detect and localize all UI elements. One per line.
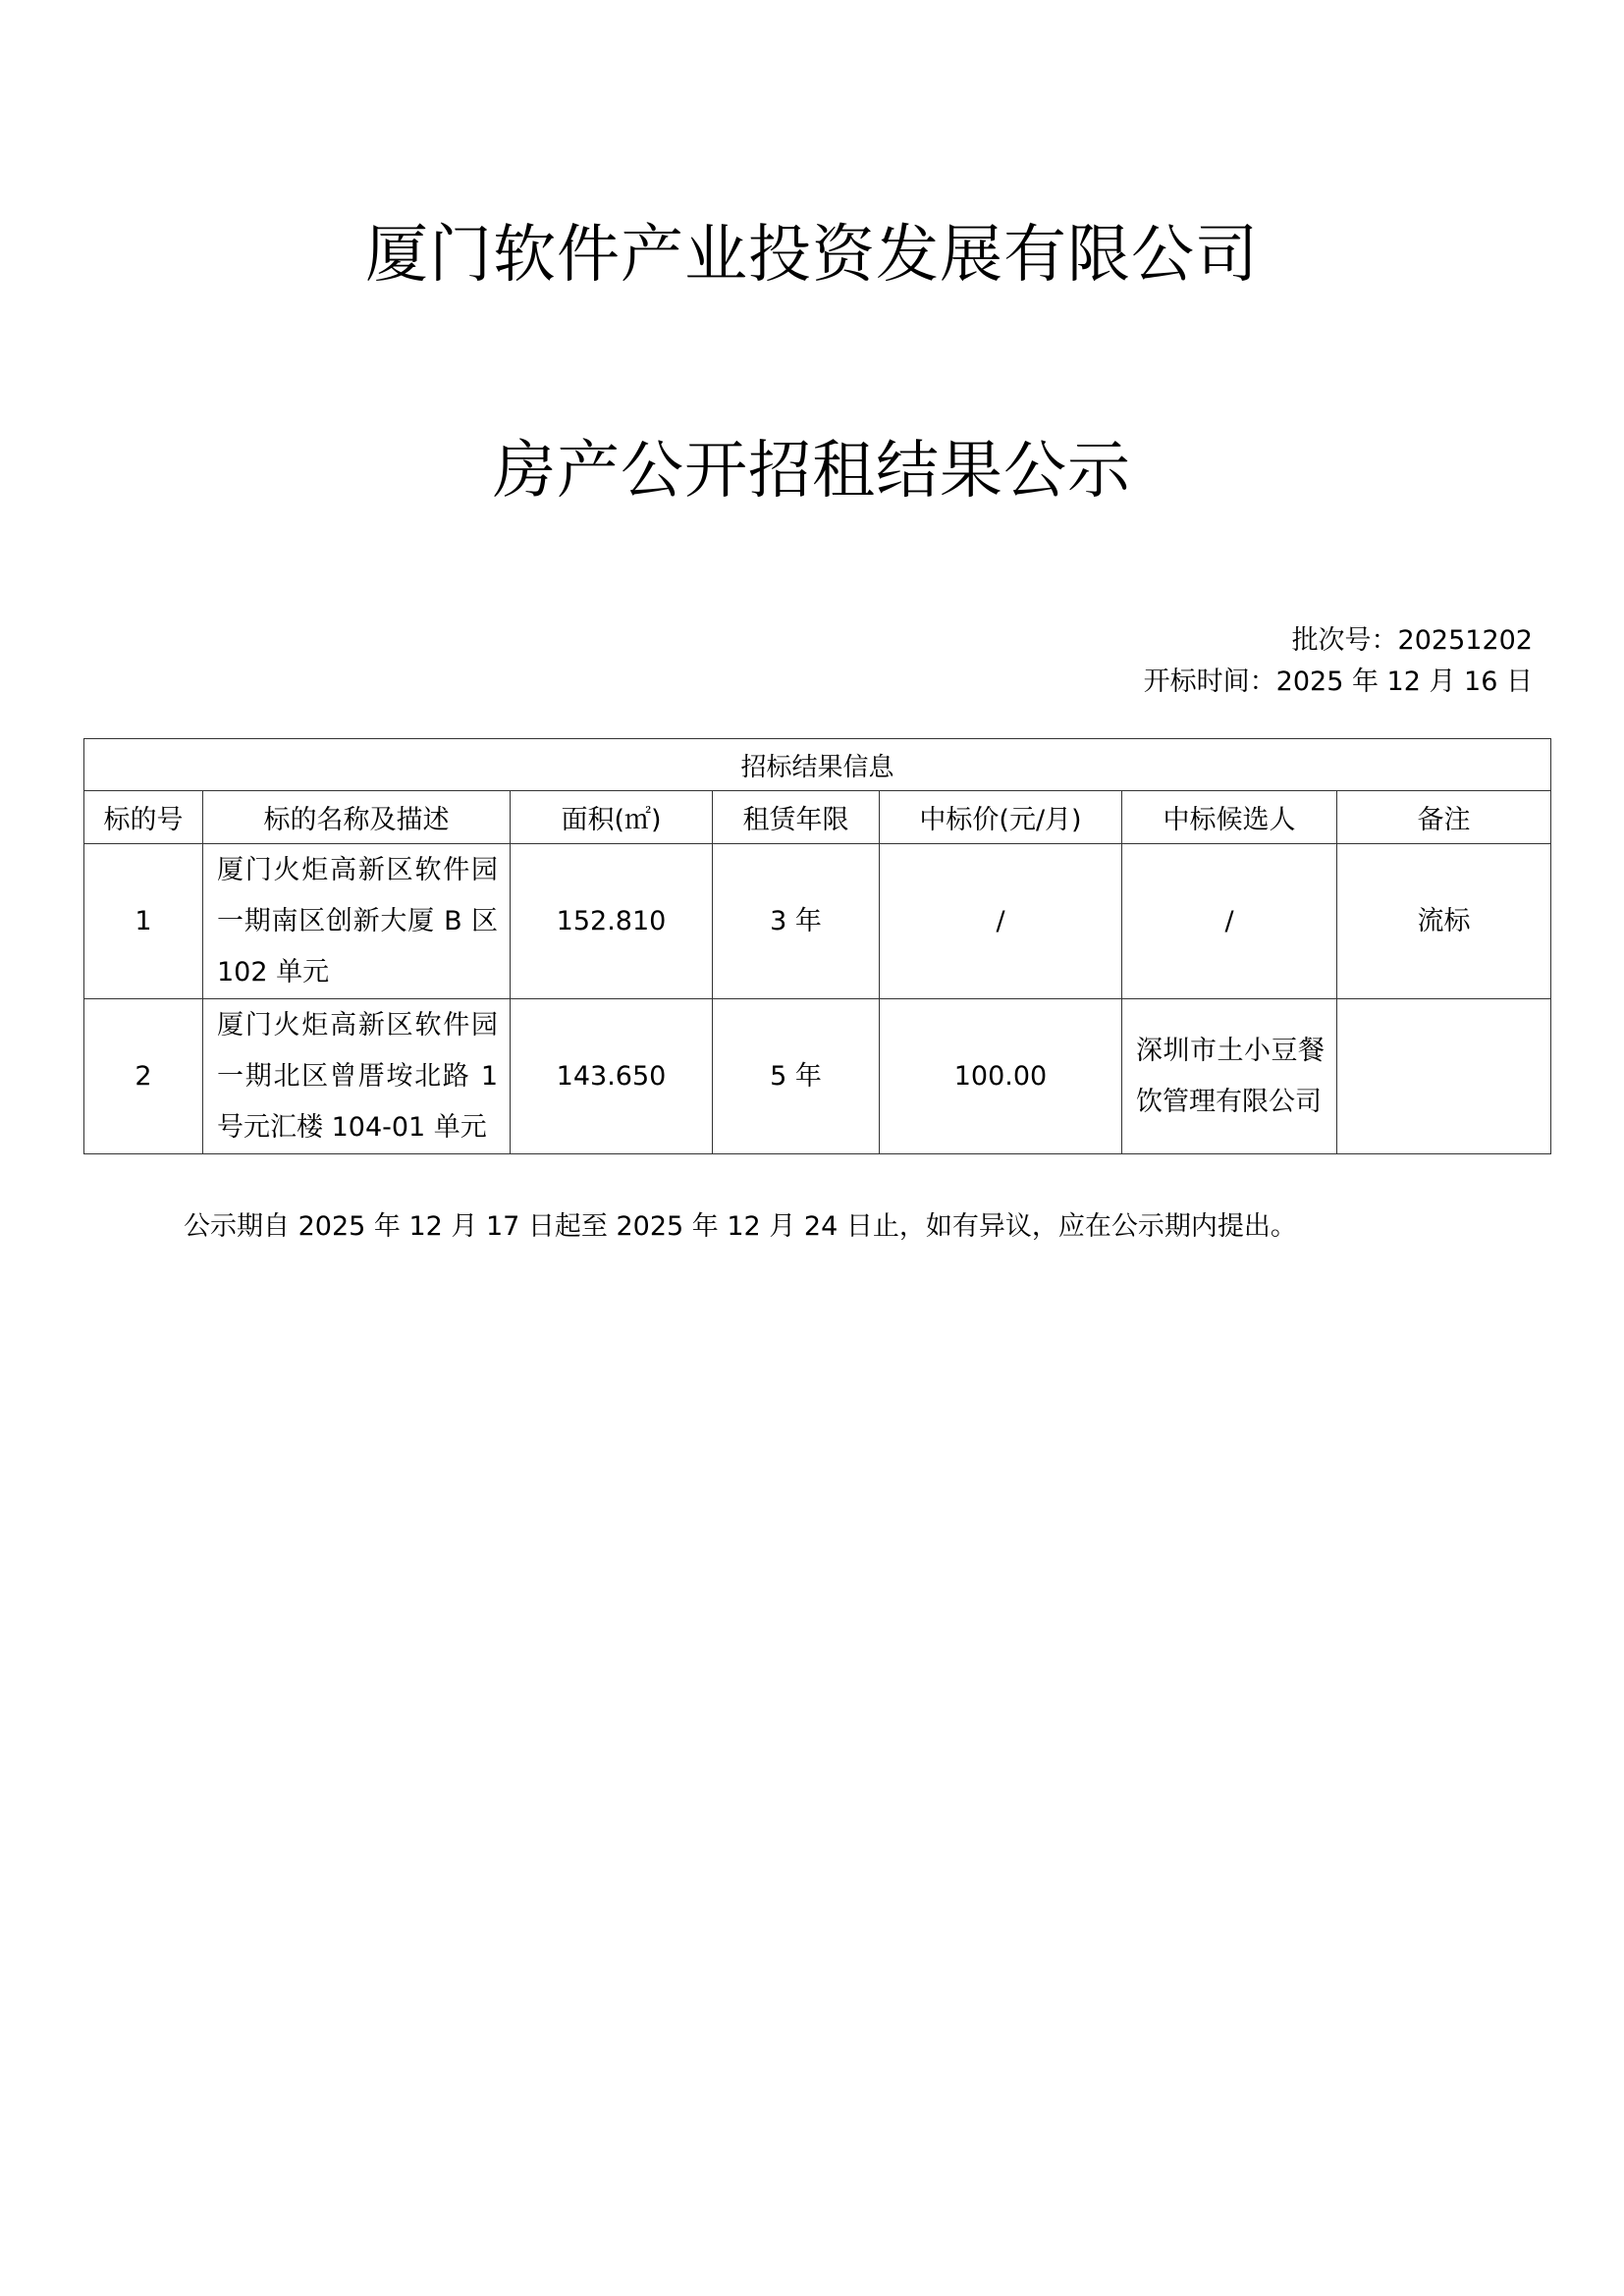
header-description: 标的名称及描述 [203, 791, 511, 844]
header-lot-number: 标的号 [84, 791, 203, 844]
cell-area: 143.650 [511, 999, 713, 1154]
header-area: 面积(㎡) [511, 791, 713, 844]
cell-winning-candidate: / [1122, 844, 1337, 999]
cell-lease-term: 3 年 [713, 844, 880, 999]
cell-lot-number: 2 [84, 999, 203, 1154]
cell-winning-price: 100.00 [880, 999, 1122, 1154]
notice-meta [1144, 620, 1533, 703]
table-caption-row [84, 739, 1551, 791]
batch-number: 批次号：20251202 [1291, 625, 1533, 656]
cell-winning-price: / [880, 844, 1122, 999]
table-row [84, 999, 1551, 1154]
header-lease-term: 租赁年限 [713, 791, 880, 844]
cell-winning-candidate: 深圳市土小豆餐饮管理有限公司 [1122, 999, 1337, 1154]
header-winning-price: 中标价(元/月) [880, 791, 1122, 844]
cell-remark: 流标 [1337, 844, 1551, 999]
notice-title: 房产公开招租结果公示 [493, 435, 1131, 507]
bid-result-table [83, 738, 1551, 1154]
cell-lot-number: 1 [84, 844, 203, 999]
table-header-row [84, 791, 1551, 844]
header-winning-candidate: 中标候选人 [1122, 791, 1337, 844]
opening-time: 开标时间：2025 年 12 月 16 日 [1143, 667, 1533, 697]
table-row [84, 844, 1551, 999]
cell-remark [1337, 999, 1551, 1154]
cell-description: 厦门火炬高新区软件园一期北区曾厝垵北路 1 号元汇楼 104-01 单元 [203, 999, 511, 1154]
cell-area: 152.810 [511, 844, 713, 999]
publicity-period-note: 公示期自 2025 年 12 月 17 日起至 2025 年 12 月 24 日止，如有异议，应在公示期内提出。 [184, 1211, 1297, 1242]
header-remark: 备注 [1337, 791, 1551, 844]
table-caption: 招标结果信息 [84, 739, 1551, 791]
cell-description: 厦门火炬高新区软件园一期南区创新大厦 B 区 102 单元 [203, 844, 511, 999]
company-title: 厦门软件产业投资发展有限公司 [365, 219, 1259, 292]
cell-lease-term: 5 年 [713, 999, 880, 1154]
